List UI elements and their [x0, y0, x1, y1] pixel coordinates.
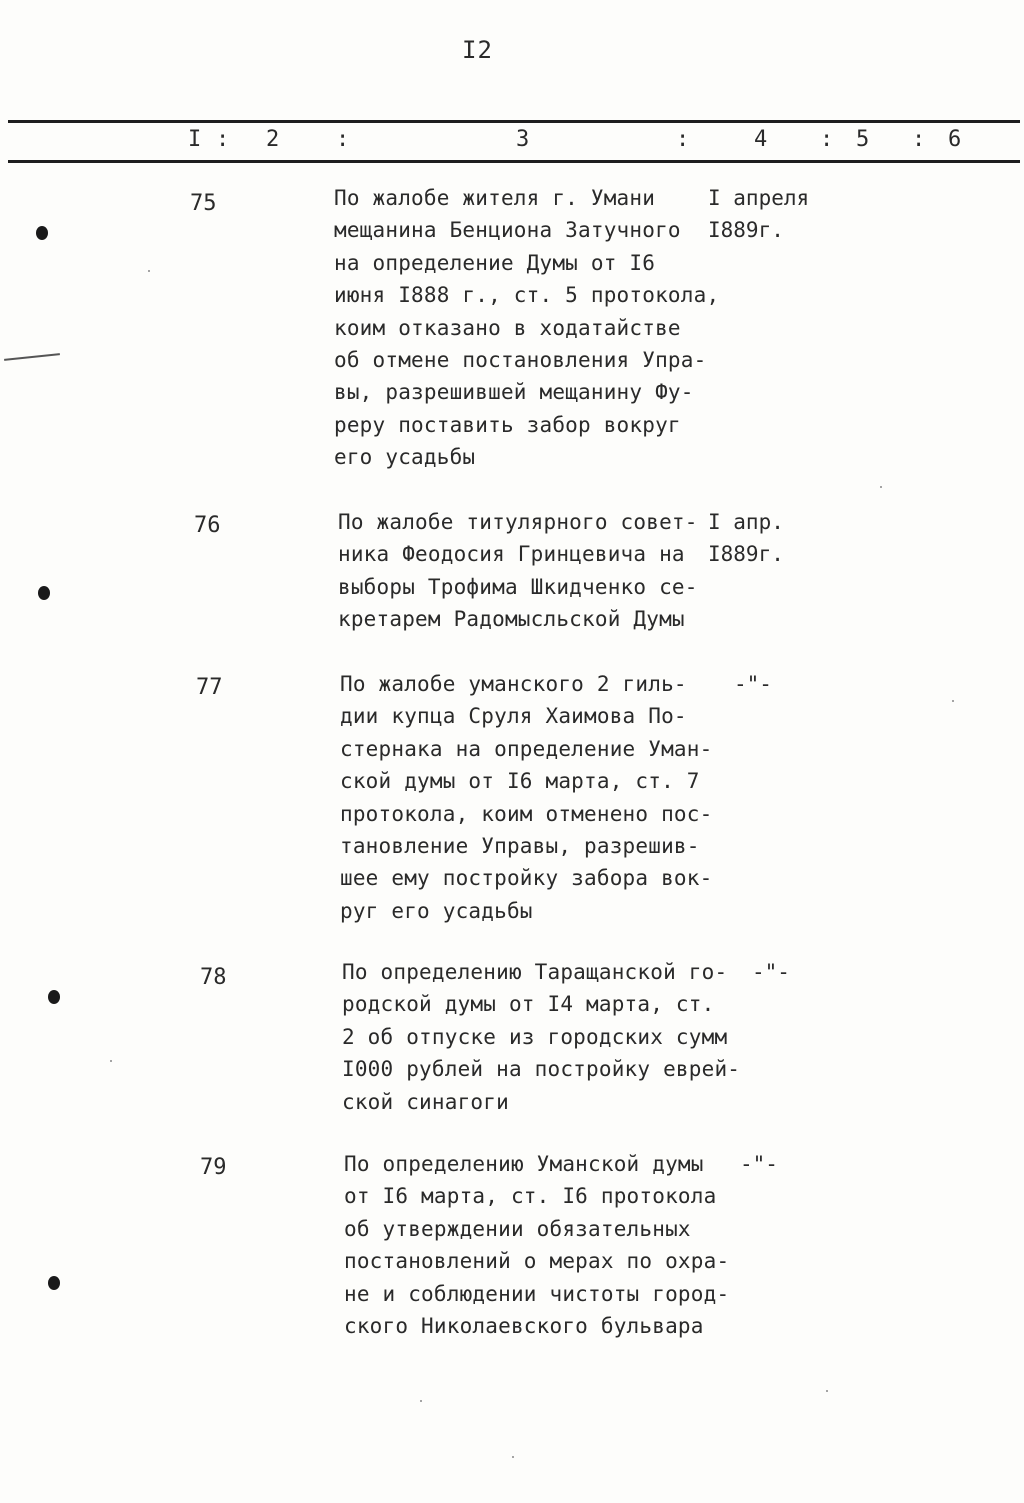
entry-number: 79	[200, 1155, 227, 1180]
column-header-4: 4	[754, 127, 768, 152]
scan-speck	[148, 270, 150, 272]
entry-number: 75	[190, 191, 217, 216]
entry-number: 77	[196, 675, 223, 700]
scan-smudge	[4, 353, 60, 361]
column-separator: :	[336, 127, 350, 152]
column-separator: :	[912, 127, 926, 152]
scan-speck	[826, 1390, 828, 1392]
scan-speck	[420, 1400, 422, 1402]
column-header-6: 6	[948, 127, 962, 152]
column-separator: :	[216, 127, 230, 152]
entry-text: По жалобе уманского 2 гиль- дии купца Сруля Хаимова По- стернака на определение Уман- ской думы от I6 марта, ст. 7 протокола, коим отменено пос- тановление Управы, разрешив- шее ему постройку забора вок- руг его усадьбы	[340, 672, 713, 923]
entry-text: По определению Уманской думы от I6 марта, ст. I6 протокола об утверждении обязательных постановлений о мерах по охра- не и соблюдении чистоты город- ского Николаевского бульвара	[344, 1152, 730, 1339]
scan-speck	[880, 486, 882, 488]
column-header-3: 3	[516, 127, 530, 152]
scan-speck	[512, 1456, 514, 1458]
column-separator: :	[676, 127, 690, 152]
punch-hole-mark	[36, 226, 48, 240]
punch-hole-mark	[48, 990, 60, 1004]
column-header-1: I	[188, 127, 202, 152]
entry-text: По жалобе титулярного совет- ника Феодосия Гринцевича на выборы Трофима Шкидченко се- кретарем Радомысльской Думы	[338, 510, 698, 632]
page-number: I2	[462, 36, 493, 64]
scan-speck	[952, 700, 954, 702]
entry-number: 78	[200, 965, 227, 990]
column-separator: :	[820, 127, 834, 152]
entry-number: 76	[194, 513, 221, 538]
entry-text: По определению Таращанской го- родской думы от I4 марта, ст. 2 об отпуске из городских сумм I000 рублей на постройку еврей- ской синагоги	[342, 960, 741, 1114]
entry-date: I апр. I889г.	[708, 510, 784, 567]
entry-date: I апреля I889г.	[708, 186, 810, 243]
scan-speck	[110, 1060, 112, 1062]
column-header-2: 2	[266, 127, 280, 152]
column-header-5: 5	[856, 127, 870, 152]
entry-date: -"-	[740, 1152, 778, 1176]
punch-hole-mark	[48, 1276, 60, 1290]
entry-date: -"-	[734, 672, 772, 696]
entry-text: По жалобе жителя г. Умани мещанина Бенциона Затучного на определение Думы от I6 июня I888 г., ст. 5 протокола, коим отказано в ходатайстве об отмене постановления Упра- вы, разрешившей мещанину Фу- реру поставить забор вокруг его усадьбы	[334, 186, 720, 470]
punch-hole-mark	[38, 586, 50, 600]
header-rule-bottom	[8, 160, 1020, 163]
entry-date: -"-	[752, 960, 790, 984]
